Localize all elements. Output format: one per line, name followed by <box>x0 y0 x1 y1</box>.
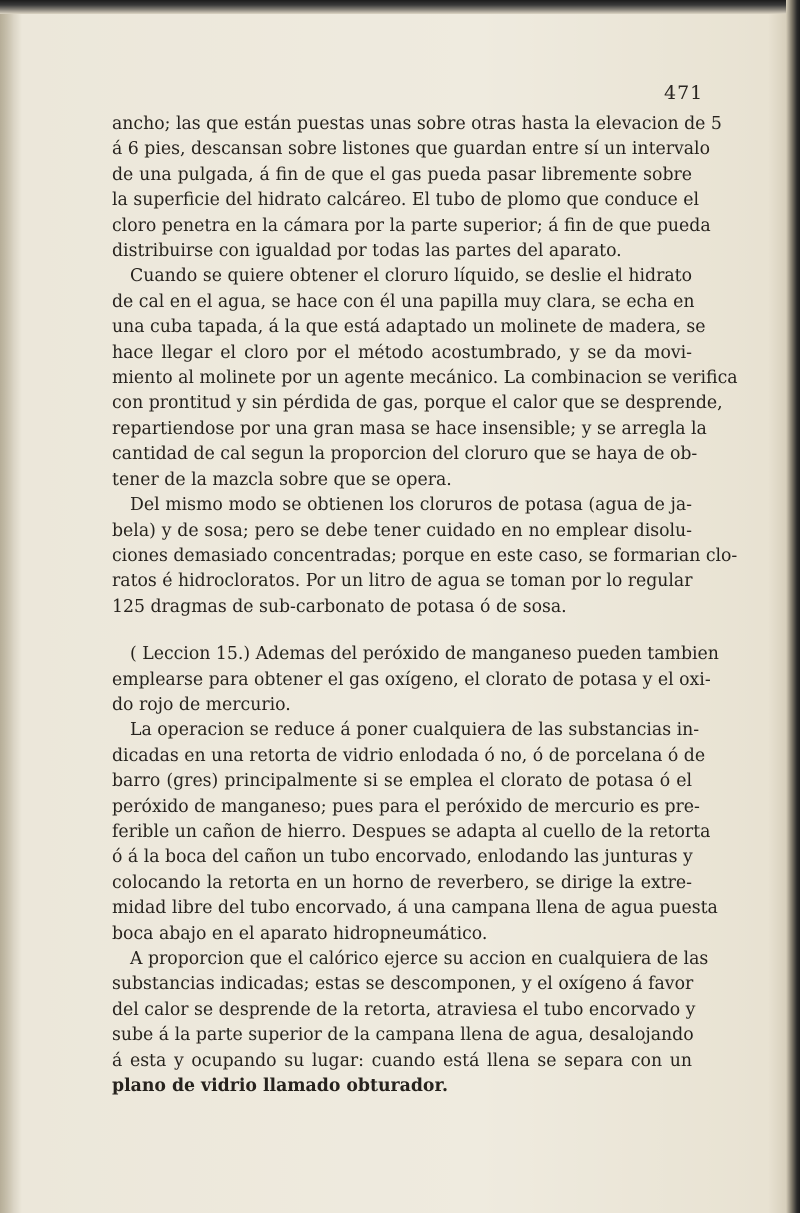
text-line: ancho; las que están puestas unas sobre otras hasta la elevacion de 5 <box>112 114 722 134</box>
text-line: una cuba tapada, á la que está adaptado un molinete de madera, se <box>112 317 706 338</box>
section-gap <box>112 620 692 642</box>
text-line: ( Leccion 15.) Ademas del peróxido de manganeso pueden tambien <box>130 644 719 665</box>
text-line: ó á la boca del cañon un tubo encorvado, enlodando las junturas y <box>112 847 693 868</box>
text-line: á 6 pies, descansan sobre listones que guardan entre sí un intervalo <box>112 139 710 160</box>
text-line: sube á la parte superior de la campana llena de agua, desalojando <box>112 1025 694 1046</box>
text-line: colocando la retorta en un horno de reverbero, se dirige la extre- <box>112 872 692 893</box>
body-text <box>112 112 738 1099</box>
text-line: do rojo de mercurio. <box>112 694 291 715</box>
text-line: substancias indicadas; estas se descomponen, y el oxígeno á favor <box>112 974 694 995</box>
text-line: barro (gres) principalmente si se emplea el clorato de potasa ó el <box>112 771 692 792</box>
text-line: de una pulgada, á fin de que el gas pueda pasar libremente sobre <box>112 164 692 185</box>
text-line: 125 dragmas de sub-carbonato de potasa ó de sosa. <box>112 596 567 617</box>
paragraph-5 <box>112 718 718 947</box>
page-right-edge <box>786 0 800 1213</box>
text-line: dicadas en una retorta de vidrio enlodada ó no, ó de porcelana ó de <box>112 745 706 766</box>
text-line: de cal en el agua, se hace con él una papilla muy clara, se echa en <box>112 291 695 312</box>
page-number: 471 <box>664 82 704 104</box>
text-line: tener de la mazcla sobre que se opera. <box>112 469 452 490</box>
page-top-edge <box>0 0 800 14</box>
text-line: plano de vidrio llamado obturador. <box>112 1076 448 1097</box>
paragraph-1 <box>112 112 722 264</box>
paragraph-4 <box>112 642 719 718</box>
paragraph-6 <box>112 947 709 1099</box>
text-line: midad libre del tubo encorvado, á una campana llena de agua puesta <box>112 898 718 919</box>
text-line: cloro penetra en la cámara por la parte superior; á fin de que pueda <box>112 215 711 236</box>
text-line: ratos é hidrocloratos. Por un litro de agua se toman por lo regular <box>112 571 693 592</box>
page-gutter-shadow <box>0 0 22 1213</box>
text-line: con prontitud y sin pérdida de gas, porque el calor que se desprende, <box>112 393 723 414</box>
text-line: Del mismo modo se obtienen los cloruros de potasa (agua de ja- <box>130 495 692 516</box>
text-line: repartiendose por una gran masa se hace insensible; y se arregla la <box>112 418 707 439</box>
text-line: emplearse para obtener el gas oxígeno, el clorato de potasa y el oxi- <box>112 669 711 690</box>
paragraph-3 <box>112 493 738 620</box>
text-line: del calor se desprende de la retorta, atraviesa el tubo encorvado y <box>112 999 696 1020</box>
text-line: La operacion se reduce á poner cualquiera de las substancias in- <box>130 720 700 741</box>
text-line: ferible un cañon de hierro. Despues se adapta al cuello de la retorta <box>112 821 711 842</box>
text-line: ciones demasiado concentradas; porque en este caso, se formarian clo- <box>112 545 738 566</box>
text-line: cantidad de cal segun la proporcion del cloruro que se haya de ob- <box>112 444 698 465</box>
paragraph-2 <box>112 264 738 493</box>
text-line: distribuirse con igualdad por todas las partes del aparato. <box>112 241 622 262</box>
text-line: Cuando se quiere obtener el cloruro líquido, se deslie el hidrato <box>130 266 692 287</box>
text-line: la superficie del hidrato calcáreo. El tubo de plomo que conduce el <box>112 190 700 211</box>
text-line: boca abajo en el aparato hidropneumático. <box>112 923 488 944</box>
text-line: A proporcion que el calórico ejerce su accion en cualquiera de las <box>130 949 709 969</box>
text-line: miento al molinete por un agente mecánico. La combinacion se verifica <box>112 368 738 389</box>
text-line: peróxido de manganeso; pues para el peróxido de mercurio es pre- <box>112 796 700 817</box>
text-line: hace llegar el cloro por el método acostumbrado, y se da movi- <box>112 342 692 363</box>
text-line: á esta y ocupando su lugar: cuando está llena se separa con un <box>112 1050 692 1071</box>
text-line: bela) y de sosa; pero se debe tener cuidado en no emplear disolu- <box>112 520 692 541</box>
